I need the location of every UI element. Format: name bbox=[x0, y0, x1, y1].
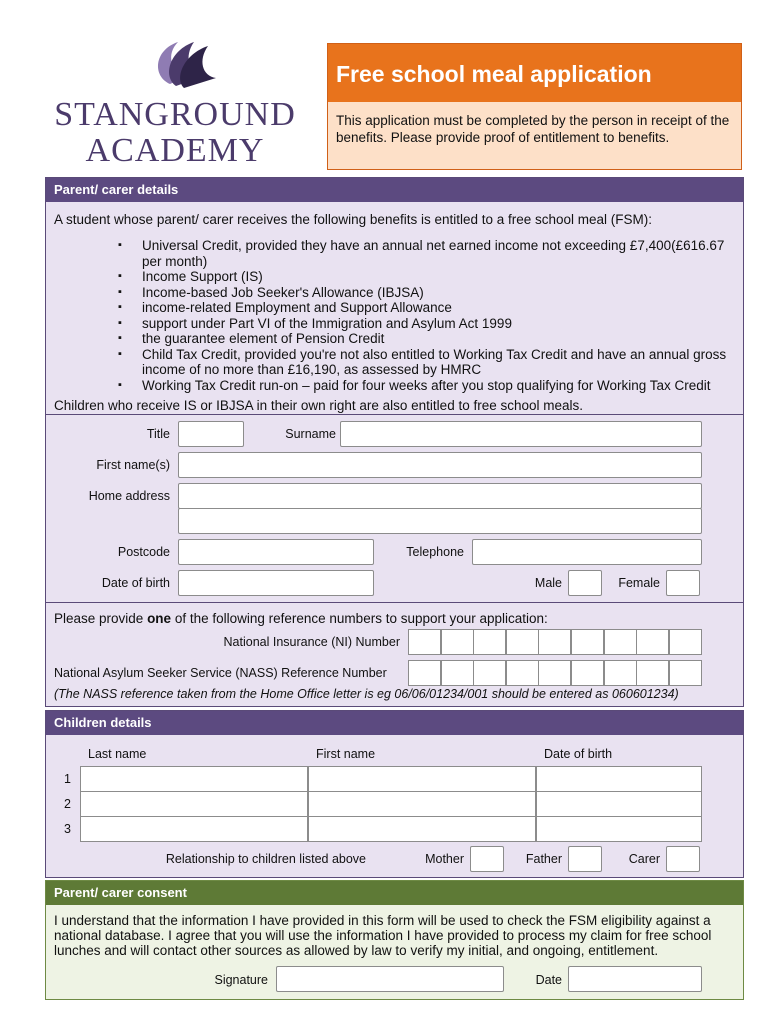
row-number: 1 bbox=[64, 772, 71, 786]
character-box[interactable] bbox=[571, 629, 604, 655]
relationship-label: Relationship to children listed above bbox=[165, 852, 366, 866]
child-3-dob-field[interactable] bbox=[536, 816, 702, 842]
dob-label: Date of birth bbox=[101, 576, 170, 590]
surname-label: Surname bbox=[285, 427, 336, 441]
section-divider bbox=[46, 602, 743, 603]
logo-line-1: STANGROUND bbox=[54, 96, 296, 133]
character-box[interactable] bbox=[506, 660, 539, 686]
female-label: Female bbox=[618, 576, 660, 590]
telephone-field[interactable] bbox=[472, 539, 702, 565]
first-name-column-header: First name bbox=[316, 747, 376, 761]
title-description: This application must be completed by the person in receipt of the benefits. Please provide proof of entitlement to benefits. bbox=[336, 113, 730, 145]
carer-checkbox[interactable] bbox=[666, 846, 700, 872]
list-item: ▪ Income-based Job Seeker's Allowance (IBJSA) bbox=[98, 285, 738, 301]
signature-field[interactable] bbox=[276, 966, 504, 992]
child-3-first-name-field[interactable] bbox=[308, 816, 536, 842]
character-box[interactable] bbox=[473, 629, 506, 655]
character-box[interactable] bbox=[441, 660, 474, 686]
character-box[interactable] bbox=[636, 629, 669, 655]
date-field[interactable] bbox=[568, 966, 702, 992]
address-line-1-field[interactable] bbox=[178, 483, 702, 509]
title-bar bbox=[328, 44, 741, 102]
parent-carer-heading: Parent/ carer details bbox=[46, 178, 743, 202]
father-label: Father bbox=[525, 852, 562, 866]
logo-line-2: ACADEMY bbox=[85, 132, 265, 169]
postcode-label: Postcode bbox=[117, 545, 170, 559]
nass-note: (The NASS reference taken from the Home Office letter is eg 06/06/01234/001 should be entered as 060601234) bbox=[54, 687, 679, 701]
character-box[interactable] bbox=[669, 629, 702, 655]
benefits-intro: A student whose parent/ carer receives the following benefits is entitled to a free school meal (FSM): bbox=[54, 212, 653, 227]
logo-emblem-icon bbox=[148, 36, 228, 92]
list-item: ▪ support under Part VI of the Immigration and Asylum Act 1999 bbox=[98, 316, 738, 332]
children-entitlement-note: Children who receive IS or IBJSA in their own right are also entitled to free school meals. bbox=[54, 398, 584, 413]
title-field[interactable] bbox=[178, 421, 244, 447]
first-names-field[interactable] bbox=[178, 452, 702, 478]
child-1-first-name-field[interactable] bbox=[308, 766, 536, 792]
title-box bbox=[327, 43, 742, 170]
page-title: Free school meal application bbox=[336, 61, 652, 87]
postcode-field[interactable] bbox=[178, 539, 374, 565]
carer-label: Carer bbox=[628, 852, 660, 866]
surname-field[interactable] bbox=[340, 421, 702, 447]
mother-label: Mother bbox=[425, 852, 464, 866]
character-box[interactable] bbox=[408, 660, 441, 686]
male-checkbox[interactable] bbox=[568, 570, 602, 596]
child-1-dob-field[interactable] bbox=[536, 766, 702, 792]
list-item: ▪ income-related Employment and Support Allowance bbox=[98, 300, 738, 316]
signature-label: Signature bbox=[214, 973, 268, 987]
list-item: ▪ Working Tax Credit run-on – paid for four weeks after you stop qualifying for Working Tax Credit bbox=[98, 378, 738, 394]
date-label: Date bbox=[535, 973, 562, 987]
children-heading: Children details bbox=[46, 711, 743, 735]
character-box[interactable] bbox=[669, 660, 702, 686]
address-label: Home address bbox=[88, 489, 170, 503]
academy-logo bbox=[30, 36, 320, 169]
child-2-first-name-field[interactable] bbox=[308, 791, 536, 817]
character-box[interactable] bbox=[571, 660, 604, 686]
character-box[interactable] bbox=[441, 629, 474, 655]
first-names-label: First name(s) bbox=[96, 458, 170, 472]
section-divider bbox=[46, 414, 743, 415]
child-1-last-name-field[interactable] bbox=[80, 766, 308, 792]
children-section bbox=[45, 710, 744, 878]
character-box[interactable] bbox=[604, 629, 637, 655]
character-box[interactable] bbox=[538, 629, 571, 655]
list-item: ▪ the guarantee element of Pension Credit bbox=[98, 331, 738, 347]
row-number: 3 bbox=[64, 822, 71, 836]
character-box[interactable] bbox=[636, 660, 669, 686]
character-box[interactable] bbox=[408, 629, 441, 655]
child-2-dob-field[interactable] bbox=[536, 791, 702, 817]
benefits-list bbox=[98, 238, 738, 393]
female-checkbox[interactable] bbox=[666, 570, 700, 596]
telephone-label: Telephone bbox=[406, 545, 464, 559]
list-item: ▪ Universal Credit, provided they have an annual net earned income not exceeding £7,400(£616.67 per month) bbox=[98, 238, 738, 269]
list-item: ▪ Income Support (IS) bbox=[98, 269, 738, 285]
reference-intro: Please provide one of the following reference numbers to support your application: bbox=[54, 611, 548, 626]
nass-number-label: National Asylum Seeker Service (NASS) Reference Number bbox=[54, 666, 387, 680]
last-name-column-header: Last name bbox=[88, 747, 147, 761]
list-item: ▪ Child Tax Credit, provided you're not also entitled to Working Tax Credit and have an annual gross income of no more than £16,190, as assessed by HMRC bbox=[98, 347, 738, 378]
consent-heading: Parent/ carer consent bbox=[46, 881, 743, 905]
character-box[interactable] bbox=[473, 660, 506, 686]
consent-section bbox=[45, 880, 744, 1000]
row-number: 2 bbox=[64, 797, 71, 811]
child-2-last-name-field[interactable] bbox=[80, 791, 308, 817]
consent-text: I understand that the information I have provided in this form will be used to check the FSM eligibility against a national database. I agree that you will use the information I have provided to process my claim for free school lunches and will contact other sources as allowed by law to verify my initial, and ongoing, entitlement. bbox=[54, 913, 712, 958]
parent-carer-section bbox=[45, 177, 744, 707]
title-label: Title bbox=[146, 427, 170, 441]
character-box[interactable] bbox=[604, 660, 637, 686]
character-box[interactable] bbox=[538, 660, 571, 686]
male-label: Male bbox=[534, 576, 562, 590]
dob-column-header: Date of birth bbox=[544, 747, 613, 761]
address-line-2-field[interactable] bbox=[178, 508, 702, 534]
child-3-last-name-field[interactable] bbox=[80, 816, 308, 842]
character-box[interactable] bbox=[506, 629, 539, 655]
ni-number-label: National Insurance (NI) Number bbox=[223, 635, 400, 649]
dob-field[interactable] bbox=[178, 570, 374, 596]
